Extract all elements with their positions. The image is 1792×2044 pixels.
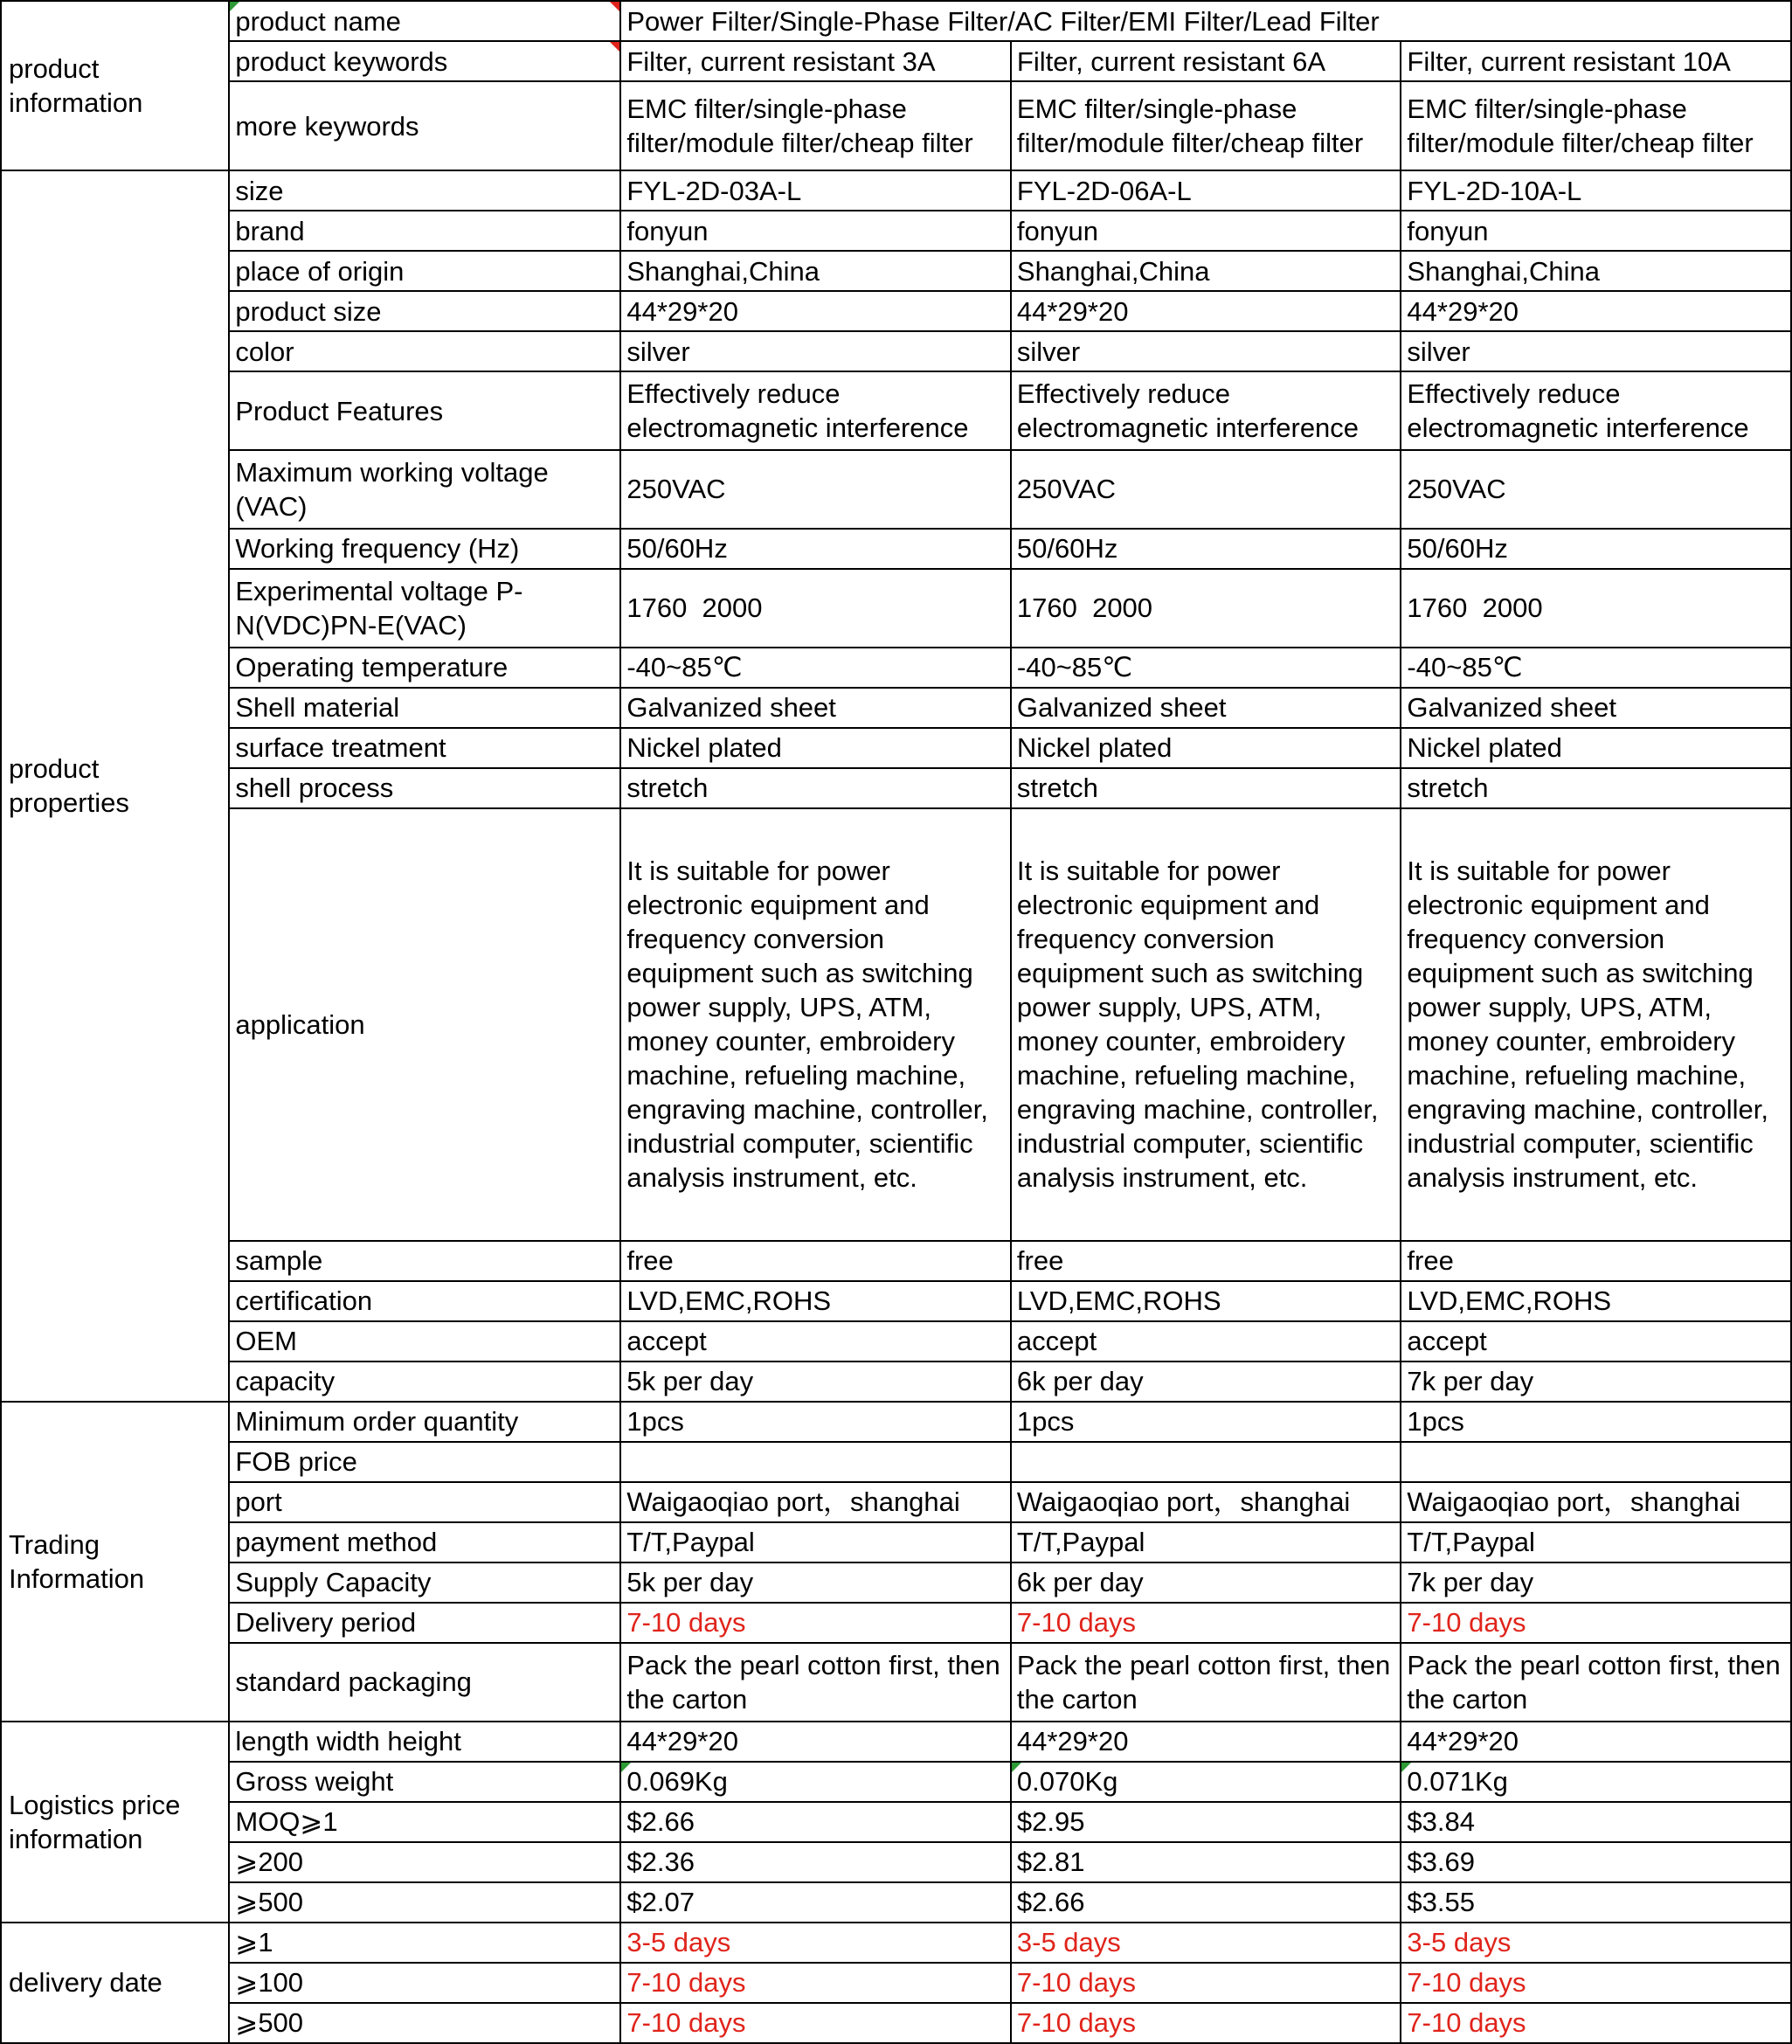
row-delivery-100 [1,1963,1791,2003]
label-cell: length width height [229,1722,620,1762]
value-cell: $2.66 [620,1802,1011,1842]
value-cell: T/T,Paypal [1011,1522,1401,1562]
row-working-frequency [1,529,1791,569]
row-delivery-period [1,1603,1791,1643]
value-cell: silver [620,331,1011,371]
row-sample [1,1241,1791,1281]
label-cell: surface treatment [229,728,620,768]
value-cell: stretch [1011,768,1401,808]
value-cell: -40~85℃ [1011,648,1401,688]
value-cell: Nickel plated [1011,728,1401,768]
value-cell: $2.95 [1011,1802,1401,1842]
value-cell: $2.66 [1011,1882,1401,1923]
value-cell: silver [1011,331,1401,371]
row-payment-method [1,1522,1791,1562]
label-cell: Working frequency (Hz) [229,529,620,569]
value-cell: 1pcs [1401,1402,1791,1442]
value-cell: Shanghai,China [620,251,1011,291]
value-cell: LVD,EMC,ROHS [1401,1281,1791,1321]
value-cell: Effectively reduce electromagnetic interference [1011,371,1401,450]
label-product-name [229,1,620,41]
label-cell: Minimum order quantity [229,1402,620,1442]
comment-marker-icon [610,42,619,52]
value-cell: 250VAC [1011,450,1401,529]
value-product-name: Power Filter/Single-Phase Filter/AC Filter/EMI Filter/Lead Filter [620,1,1791,41]
row-delivery-500 [1,2003,1791,2043]
label-cell: certification [229,1281,620,1321]
value-cell: Nickel plated [620,728,1011,768]
value-cell: 5k per day [620,1562,1011,1603]
row-product-features [1,371,1791,450]
value-cell: 44*29*20 [1011,1722,1401,1762]
row-color [1,331,1791,371]
row-price-200 [1,1842,1791,1882]
value-cell: 7-10 days [1401,2003,1791,2043]
label-cell: sample [229,1241,620,1281]
value-cell [1401,1442,1791,1482]
value-cell: Shanghai,China [1011,251,1401,291]
row-price-moq-1 [1,1802,1791,1842]
value-cell: fonyun [1401,211,1791,251]
value-cell: Effectively reduce electromagnetic interference [1401,371,1791,450]
value-cell: Galvanized sheet [1401,688,1791,728]
row-price-500 [1,1882,1791,1923]
value-cell: accept [620,1321,1011,1362]
label-cell: color [229,331,620,371]
label-cell: ⩾200 [229,1842,620,1882]
label-text: product name [235,5,401,37]
value-text: 0.069Kg [626,1766,728,1798]
group-trading-information: Trading Information [1,1402,229,1722]
label-cell: ⩾500 [229,2003,620,2043]
label-cell: Maximum working voltage (VAC) [229,450,620,529]
value-more-keywords-3a: EMC filter/single-phase filter/module filter/cheap filter [620,81,1011,170]
value-text: 0.070Kg [1016,1766,1118,1798]
value-cell [1401,1762,1791,1802]
label-cell: port [229,1482,620,1522]
value-cell: $2.81 [1011,1842,1401,1882]
value-text: 0.071Kg [1407,1766,1508,1798]
value-cell [620,1762,1011,1802]
value-cell: 1pcs [620,1402,1011,1442]
group-product-information: product information [1,1,229,170]
comment-marker-icon [1401,1763,1411,1772]
value-cell: 3-5 days [1011,1923,1401,1963]
value-cell: 7-10 days [620,1603,1011,1643]
value-cell: 1760 2000 [620,569,1011,648]
row-application [1,808,1791,1241]
value-cell: 6k per day [1011,1362,1401,1402]
row-size [1,170,1791,211]
label-cell: ⩾1 [229,1923,620,1963]
value-cell: free [620,1241,1011,1281]
row-product-size [1,291,1791,331]
value-cell: Pack the pearl cotton first, then the carton [1011,1643,1401,1722]
row-oem [1,1321,1791,1362]
value-cell: 5k per day [620,1362,1011,1402]
label-cell: application [229,808,620,1241]
value-cell: free [1011,1241,1401,1281]
label-cell: Product Features [229,371,620,450]
row-length-width-height [1,1722,1791,1762]
value-cell: stretch [620,768,1011,808]
label-cell: MOQ⩾1 [229,1802,620,1842]
value-cell: $3.84 [1401,1802,1791,1842]
value-cell: 1pcs [1011,1402,1401,1442]
value-cell: LVD,EMC,ROHS [1011,1281,1401,1321]
label-cell: brand [229,211,620,251]
label-cell: capacity [229,1362,620,1402]
value-cell: 50/60Hz [620,529,1011,569]
label-cell: Operating temperature [229,648,620,688]
label-cell: shell process [229,768,620,808]
value-cell: 7-10 days [1401,1603,1791,1643]
row-minimum-order-quantity [1,1402,1791,1442]
value-cell: 44*29*20 [1401,291,1791,331]
value-cell: Waigaoqiao port，shanghai [1401,1482,1791,1522]
row-certification [1,1281,1791,1321]
row-delivery-1 [1,1923,1791,1963]
value-cell [620,1442,1011,1482]
group-delivery-date: delivery date [1,1923,229,2043]
row-fob-price [1,1442,1791,1482]
label-cell: FOB price [229,1442,620,1482]
row-standard-packaging [1,1643,1791,1722]
row-more-keywords [1,81,1791,170]
row-port [1,1482,1791,1522]
row-shell-material [1,688,1791,728]
value-cell: stretch [1401,768,1791,808]
row-experimental-voltage [1,569,1791,648]
value-more-keywords-10a: EMC filter/single-phase filter/module filter/cheap filter [1401,81,1791,170]
value-cell: 7-10 days [620,2003,1011,2043]
value-cell: Pack the pearl cotton first, then the carton [1401,1643,1791,1722]
label-cell: size [229,170,620,211]
value-cell: FYL-2D-03A-L [620,170,1011,211]
value-cell: 250VAC [620,450,1011,529]
value-cell: FYL-2D-10A-L [1401,170,1791,211]
row-operating-temperature [1,648,1791,688]
value-cell: T/T,Paypal [1401,1522,1791,1562]
value-cell: 44*29*20 [1011,291,1401,331]
label-cell: Gross weight [229,1762,620,1802]
row-shell-process [1,768,1791,808]
value-cell: 3-5 days [620,1923,1011,1963]
value-cell: fonyun [620,211,1011,251]
row-max-working-voltage [1,450,1791,529]
label-cell: payment method [229,1522,620,1562]
value-cell: 1760 2000 [1011,569,1401,648]
value-cell: Galvanized sheet [620,688,1011,728]
value-cell [1011,1762,1401,1802]
value-cell: 44*29*20 [620,291,1011,331]
row-place-of-origin [1,251,1791,291]
label-cell: place of origin [229,251,620,291]
value-cell: Waigaoqiao port，shanghai [1011,1482,1401,1522]
value-cell: 3-5 days [1401,1923,1791,1963]
value-cell: 7-10 days [1401,1963,1791,2003]
value-cell: Nickel plated [1401,728,1791,768]
value-cell: Galvanized sheet [1011,688,1401,728]
value-cell: silver [1401,331,1791,371]
value-cell: accept [1011,1321,1401,1362]
group-logistics-price-information: Logistics price information [1,1722,229,1923]
row-supply-capacity [1,1562,1791,1603]
value-cell: It is suitable for power electronic equipment and frequency conversion equipment such as switching power supply, UPS, ATM, money counter, embroidery machine, refueling machine, engraving machine, controller, industrial computer, scientific analysis instrument, etc. [1401,808,1791,1241]
value-cell: free [1401,1241,1791,1281]
row-surface-treatment [1,728,1791,768]
value-keywords-10a: Filter, current resistant 10A [1401,41,1791,81]
value-more-keywords-6a: EMC filter/single-phase filter/module filter/cheap filter [1011,81,1401,170]
value-cell: 250VAC [1401,450,1791,529]
value-cell: -40~85℃ [1401,648,1791,688]
value-cell: 7k per day [1401,1562,1791,1603]
value-keywords-6a: Filter, current resistant 6A [1011,41,1401,81]
value-keywords-3a: Filter, current resistant 3A [620,41,1011,81]
value-cell: 44*29*20 [1401,1722,1791,1762]
value-cell: It is suitable for power electronic equipment and frequency conversion equipment such as switching power supply, UPS, ATM, money counter, embroidery machine, refueling machine, engraving machine, controller, industrial computer, scientific analysis instrument, etc. [620,808,1011,1241]
row-gross-weight [1,1762,1791,1802]
label-cell: Delivery period [229,1603,620,1643]
value-cell: 7-10 days [1011,1603,1401,1643]
value-cell: Shanghai,China [1401,251,1791,291]
value-cell: LVD,EMC,ROHS [620,1281,1011,1321]
comment-marker-icon [1012,1763,1021,1772]
label-cell: ⩾500 [229,1882,620,1923]
comment-marker-icon [621,1763,631,1772]
label-text: product keywords [235,45,448,77]
value-cell: 7-10 days [620,1963,1011,2003]
label-cell: standard packaging [229,1643,620,1722]
value-cell: Waigaoqiao port，shanghai [620,1482,1011,1522]
value-cell: accept [1401,1321,1791,1362]
value-cell: $3.69 [1401,1842,1791,1882]
value-cell: $3.55 [1401,1882,1791,1923]
value-cell: Pack the pearl cotton first, then the carton [620,1643,1011,1722]
value-cell: 50/60Hz [1011,529,1401,569]
value-cell: 1760 2000 [1401,569,1791,648]
value-cell: 7-10 days [1011,1963,1401,2003]
value-cell [1011,1442,1401,1482]
value-cell: 7-10 days [1011,2003,1401,2043]
value-cell: FYL-2D-06A-L [1011,170,1401,211]
label-cell: Supply Capacity [229,1562,620,1603]
value-cell: $2.07 [620,1882,1011,1923]
group-product-properties: product properties [1,170,229,1402]
value-cell: fonyun [1011,211,1401,251]
value-cell: 50/60Hz [1401,529,1791,569]
value-cell: $2.36 [620,1842,1011,1882]
row-product-keywords [1,41,1791,81]
label-more-keywords: more keywords [229,81,620,170]
value-cell: T/T,Paypal [620,1522,1011,1562]
value-cell: Effectively reduce electromagnetic interference [620,371,1011,450]
value-cell: It is suitable for power electronic equipment and frequency conversion equipment such as switching power supply, UPS, ATM, money counter, embroidery machine, refueling machine, engraving machine, controller, industrial computer, scientific analysis instrument, etc. [1011,808,1401,1241]
label-product-keywords [229,41,620,81]
value-cell: -40~85℃ [620,648,1011,688]
row-brand [1,211,1791,251]
label-cell: Shell material [229,688,620,728]
value-cell: 7k per day [1401,1362,1791,1402]
row-product-name [1,1,1791,41]
label-cell: ⩾100 [229,1963,620,2003]
row-capacity [1,1362,1791,1402]
value-cell: 44*29*20 [620,1722,1011,1762]
comment-marker-icon [230,2,239,11]
comment-marker-icon [610,2,619,11]
value-cell: 6k per day [1011,1562,1401,1603]
label-cell: OEM [229,1321,620,1362]
label-cell: product size [229,291,620,331]
label-cell: Experimental voltage P-N(VDC)PN-E(VAC) [229,569,620,648]
